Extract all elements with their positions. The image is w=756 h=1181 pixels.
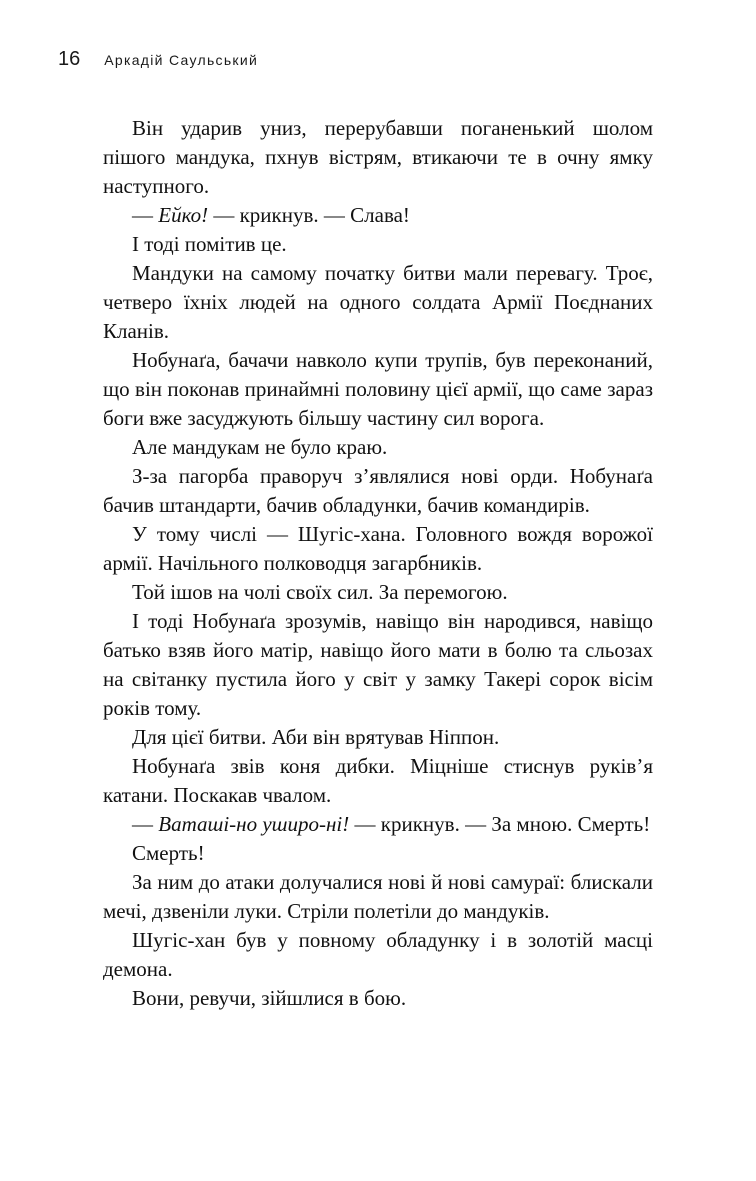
paragraph: Він ударив униз, перерубавши поганенький шолом пішого мандука, пхнув вістрям, втикаючи те в очну ямку наступного. bbox=[103, 116, 653, 198]
paragraph: Нобунаґа, бачачи навколо купи трупів, був переконаний, що він поконав принаймні половину цієї армії, що саме зараз боги вже засуджують більшу частину сил ворога. bbox=[103, 348, 653, 430]
page-number: 16 bbox=[58, 48, 81, 70]
paragraph: Нобунаґа звів коня дибки. Міцніше стиснув руків’я катани. Поскакав чвалом. bbox=[103, 754, 653, 807]
paragraph: Мандуки на самому початку битви мали перевагу. Троє, четверо їхніх людей на одного солдата Армії Поєднаних Кланів. bbox=[103, 261, 653, 343]
page-header bbox=[58, 48, 258, 72]
paragraph: Вони, ревучи, зійшлися в бою. bbox=[132, 986, 407, 1010]
paragraph: — Ейко! — крикнув. — Слава! bbox=[132, 203, 410, 227]
paragraph: З-за пагорба праворуч з’являлися нові орди. Нобунаґа бачив штандарти, бачив обладунки, бачив командирів. bbox=[103, 464, 653, 517]
paragraph: Смерть! bbox=[132, 841, 205, 865]
running-head-author: Аркадій Саульський bbox=[104, 52, 259, 68]
paragraph: — Ваташі-но уширо-ні! — крикнув. — За мною. Смерть! bbox=[132, 812, 651, 836]
paragraph: У тому числі — Шугіс-хана. Головного вождя ворожої армії. Начільного полководця загарбників. bbox=[103, 522, 653, 575]
text-body bbox=[103, 114, 653, 1013]
italic-exclamation: Ваташі-но уширо-ні! bbox=[158, 812, 350, 836]
paragraph: Для цієї битви. Аби він врятував Ніппон. bbox=[132, 725, 500, 749]
paragraph: І тоді помітив це. bbox=[132, 232, 287, 256]
italic-exclamation: Ейко! bbox=[158, 203, 209, 227]
paragraph: Шугіс-хан був у повному обладунку і в золотій масці демона. bbox=[103, 928, 653, 981]
paragraph: За ним до атаки долучалися нові й нові самураї: блискали мечі, дзвеніли луки. Стріли полетіли до мандуків. bbox=[103, 870, 653, 923]
paragraph: Але мандукам не було краю. bbox=[132, 435, 388, 459]
paragraph: Той ішов на чолі своїх сил. За перемогою. bbox=[132, 580, 508, 604]
paragraph: І тоді Нобунаґа зрозумів, навіщо він народився, навіщо батько взяв його матір, навіщо його мати в болю та сльозах на світанку пустила його у світ у замку Такері сорок вісім років тому. bbox=[103, 609, 653, 720]
